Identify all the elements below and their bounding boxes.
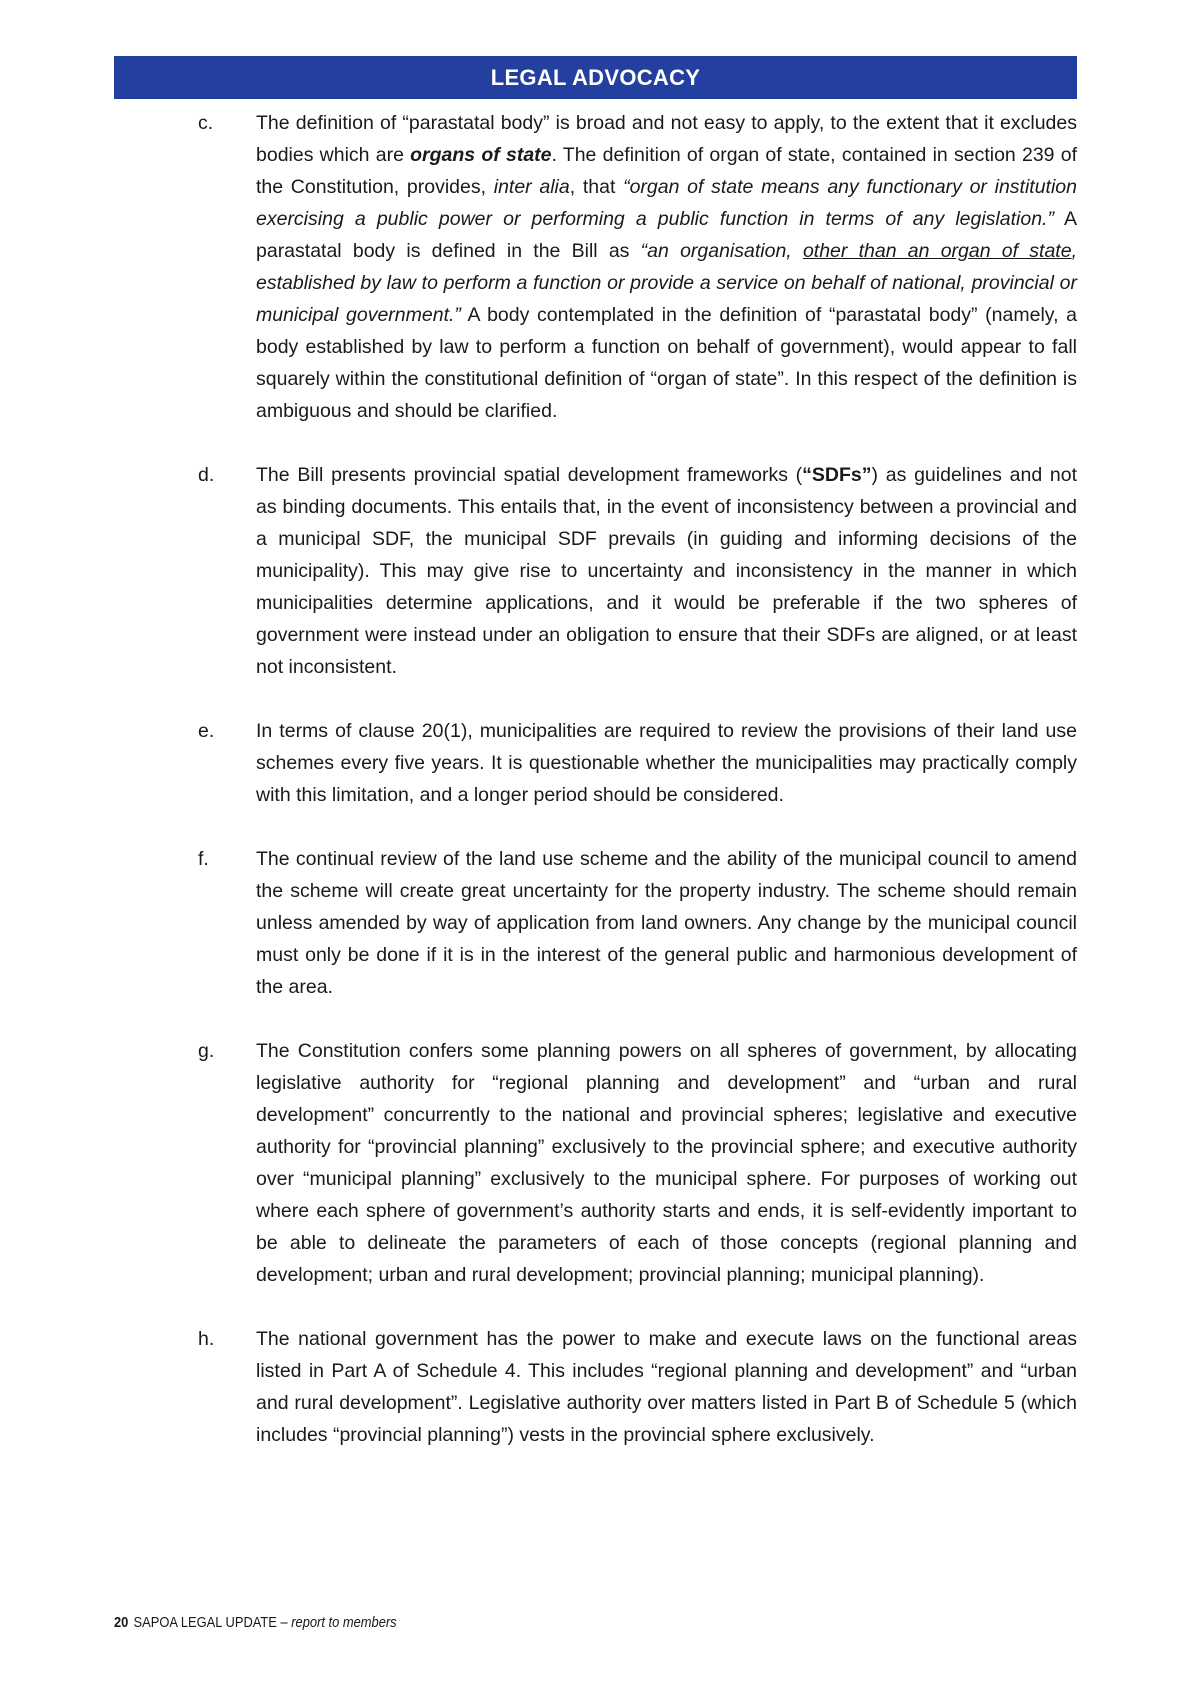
text-run: , that (569, 176, 624, 198)
publication-subtitle: report to members (291, 1614, 397, 1631)
text-run: The Constitution confers some planning powers on all spheres of government, by allocating legislative authority for “regional planning and development” and “urban and rural development” concurrently to the national and provincial spheres; legislative and executive authority for “provincial planning” exclusively to the provincial sphere; and executive authority over “municipal planning” exclusively to the municipal sphere. For purposes of working out where each sphere of government’s authority starts and ends, it is self-evidently important to be able to delineate the parameters of each of those concepts (regional planning and development; urban and rural development; provincial planning; municipal planning). (256, 1040, 1077, 1286)
list-item (198, 1323, 1077, 1451)
text-run: “organ of state means any functionary or institution exercising a public power or performing a public function in terms of any legislation.” (256, 176, 1077, 230)
text-run: A parastatal body is defined in the Bill as (256, 208, 1077, 262)
list-item (198, 715, 1077, 811)
item-paragraph (256, 843, 1077, 1003)
item-paragraph (256, 459, 1077, 683)
item-letter: h. (198, 1328, 215, 1350)
item-letter: g. (198, 1040, 215, 1062)
text-run: The definition of “parastatal body” is broad and not easy to apply, to the extent that it excludes bodies which are (256, 112, 1077, 166)
item-letter: e. (198, 720, 215, 742)
list-item (198, 459, 1077, 683)
section-header-bar (114, 56, 1077, 99)
text-run: ) as guidelines and not as binding documents. This entails that, in the event of inconsistency between a provincial and a municipal SDF, the municipal SDF prevails (in guiding and informing decisions of the municipality). This may give rise to uncertainty and inconsistency in the manner in which municipalities determine applications, and it would be preferable if the two spheres of government were instead under an obligation to ensure that their SDFs are aligned, or at least not inconsistent. (256, 464, 1077, 678)
item-letter: f. (198, 848, 209, 870)
text-run: The national government has the power to make and execute laws on the functional areas listed in Part A of Schedule 4. This includes “regional planning and development” and “urban and rural development”. Legislative authority over matters listed in Part B of Schedule 5 (which includes “provincial planning”) vests in the provincial sphere exclusively. (256, 1328, 1077, 1446)
text-run: inter alia (493, 176, 570, 198)
item-letter: c. (198, 112, 214, 134)
text-run: other than an organ of state (802, 240, 1072, 262)
item-paragraph (256, 715, 1077, 811)
item-paragraph (256, 1035, 1077, 1291)
page-number: 20 (114, 1614, 129, 1631)
text-run: “an organisation, (640, 240, 803, 262)
list-item (198, 107, 1077, 427)
text-run: organs of state (410, 144, 552, 166)
text-run: The Bill presents provincial spatial development frameworks ( (256, 464, 803, 486)
text-run: A body contemplated in the definition of “parastatal body” (namely, a body established by law to perform a function on behalf of government), would appear to fall squarely within the constitutional definition of “organ of state”. In this respect of the definition is ambiguous and should be clarified. (256, 304, 1077, 422)
text-run: . The definition of organ of state, contained in section 239 of the Constitution, provides, (256, 144, 1077, 198)
item-letter: d. (198, 464, 215, 486)
publication-name: SAPOA LEGAL UPDATE – (133, 1614, 292, 1631)
section-title: LEGAL ADVOCACY (490, 64, 701, 90)
item-paragraph (256, 1323, 1077, 1451)
text-run: “SDFs” (802, 464, 872, 486)
document-body (198, 107, 1077, 1483)
text-run: The continual review of the land use scheme and the ability of the municipal council to amend the scheme will create great uncertainty for the property industry. The scheme should remain unless amended by way of application from land owners. Any change by the municipal council must only be done if it is in the interest of the general public and harmonious development of the area. (256, 848, 1077, 998)
text-run: In terms of clause 20(1), municipalities are required to review the provisions of their land use schemes every five years. It is questionable whether the municipalities may practically comply with this limitation, and a longer period should be considered. (256, 720, 1077, 806)
list-item (198, 1035, 1077, 1291)
item-paragraph (256, 107, 1077, 427)
page-footer (114, 1614, 397, 1631)
list-item (198, 843, 1077, 1003)
text-run: , established by law to perform a function or provide a service on behalf of national, provincial or municipal government.” (256, 240, 1077, 326)
